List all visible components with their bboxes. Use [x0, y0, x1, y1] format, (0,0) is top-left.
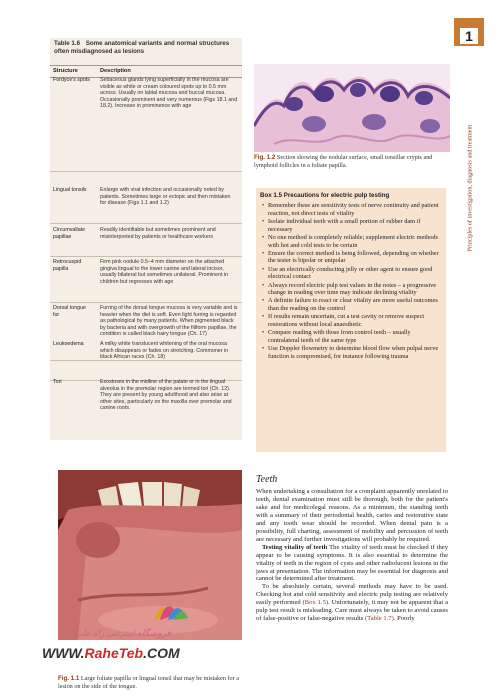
paragraph — [256, 583, 448, 623]
paragraph-text: To be absolutely certain, several methods may have to be used. Checking hot and cold sensitivity and electric pulp testing are relatively easily performed — [256, 583, 448, 607]
cross-reference: (Box 1.5) — [302, 599, 329, 607]
cell-structure: Circumvallate papillae — [53, 227, 86, 240]
micrograph-image — [254, 64, 450, 152]
cell-description: Exostoses in the midline of the palate or in the lingual alveolus in the premolar region are termed tori (Ch. 12). They are present by young adulthood and also arise at other sites, particularly on the maxilla over premolar and canine roots. — [100, 379, 232, 412]
section-heading: Teeth — [256, 474, 278, 485]
figure-1-2-caption — [254, 154, 450, 169]
caption-text: Section showing the nodular surface, small tonsillar crypts and lymphoid follicles in a foliate papilla. — [254, 154, 433, 169]
list-item: • Use Doppler flowmetry to determine blood flow when pulpal nerve function is compromised, for instance following trauma — [262, 345, 442, 360]
list-item: • Isolate individual teeth with a small portion of rubber dam if necessary — [262, 218, 442, 233]
cell-description: Readily identifiable but sometimes prominent and misinterpreted by patients or healthcare workers — [100, 227, 216, 240]
cell-structure: Retrocuspid papilla — [53, 259, 82, 272]
cell-description: Firm pink nodule 0.5–4 mm diameter on the attached gingiva lingual to the lower canine and lateral incisor, usually bilateral but sometimes unilateral. Prominent in children but regresses with age — [100, 259, 229, 285]
list-item: • Use an electrically conducting jelly or other agent to ensure good electrical contact — [262, 266, 442, 281]
watermark-persian-text: فروشگاه اینترنتی راه طب — [74, 628, 171, 638]
cell-description: Sebaceous glands lying superficially in the mucosa are visible as white or cream coloured spots up to 0.5 mm across. Usually on labial mucosa and buccal mucosa. Occasionally prominent and very numerous (Figs 18.1 and 18.2). Increase in prominence with age — [100, 77, 238, 110]
table-1-6 — [50, 38, 242, 440]
col-structure: Structure — [53, 68, 78, 74]
box-title: Box 1.5 Precautions for electric pulp testing — [260, 192, 390, 199]
list-item: • If results remain uncertain, cut a test cavity or remove suspect restorations without local anaesthetic — [262, 313, 442, 328]
table-row — [50, 340, 242, 381]
cell-description: Enlarge with viral infection and occasionally noted by patients. Sometimes large or ectopic and then mistaken for disease (Figs 1.1 and 1.2) — [100, 187, 231, 207]
cell-structure: Dorsal tongue fur — [53, 305, 86, 318]
cell-description: Furring of the dorsal tongue mucosa is very variable and is heavier when the diet is soft. Even light furring is regarded as pathological by many patients. When pigmented black by bacteria and with overgrowth of the filiform papillae, the condition is called black hairy tongue (Ch. 17) — [100, 305, 238, 338]
watermark-logo — [150, 600, 190, 622]
paragraph-text: . Unfortunately, it may not be apparent that a pulp test result is misleading. Care must always be taken to avoid causes of false-positive or false-negative results — [256, 599, 449, 623]
chapter-number: 1 — [460, 28, 478, 44]
list-item: • Ensure the correct method is being followed, depending on whether the tester is bipolar or unipolar — [262, 250, 442, 265]
table-title-text: Some anatomical variants and normal structures often misdiagnosed as lesions — [54, 40, 230, 55]
table-row — [50, 226, 242, 257]
watermark-url — [42, 645, 217, 661]
paragraph-text: . Poorly — [393, 615, 415, 623]
paragraph: When undertaking a consultation for a complaint apparently unrelated to teeth, dental examination must still be thorough, both for the patient's sake and for medicolegal reasons. As a minimum, the standing teeth with a summary of their periodontal health, caries and restorative state and any tooth wear should be recorded. When dental pain is a possibility, full charting, assessment of mobility and percussion of teeth are necessary and further investigations will probably be required. — [256, 488, 448, 543]
section-body — [256, 488, 448, 623]
list-item: • A definite failure to react or clear vitality are more useful outcomes than the reading on the control — [262, 297, 442, 312]
subheading: Testing vitality of teeth — [262, 543, 328, 551]
url-brand: RaheTeb — [84, 645, 144, 661]
url-suffix: .COM — [143, 645, 180, 661]
table-row — [50, 378, 242, 438]
table-number: Table 1.6 — [54, 40, 81, 47]
table-row — [50, 186, 242, 224]
col-description: Description — [100, 68, 131, 74]
cell-structure: Fordyce's spots — [53, 77, 90, 83]
cell-structure: Tori — [53, 379, 62, 385]
box-1-5 — [256, 188, 446, 452]
caption-text: Large foliate papilla or lingual tonsil that may be mistaken for a lesion on the side of the tongue. — [58, 675, 240, 690]
cell-structure: Leukoedema — [53, 341, 84, 347]
box-list — [262, 202, 442, 361]
cross-reference: (Table 1.7) — [364, 615, 394, 623]
running-title — [462, 55, 476, 255]
url-prefix: WWW. — [42, 645, 85, 661]
paragraph-text: The vitality of teeth must be checked if they appear to be causing symptoms. It is also essential to determine the vitality of teeth in the region of cysts and other radiolucent lesions in the jaws at presentation. The information may be essential for diagnosis and cannot be determined after treatment. — [256, 543, 448, 583]
cell-structure: Lingual tonsils — [53, 187, 87, 193]
list-item: • Remember these are sensitivity tests of nerve continuity and patient reaction, not direct tests of vitality — [262, 202, 442, 217]
running-title-text: Principles of investigation, diagnosis and treatment — [466, 124, 474, 252]
figure-label: Fig. 1.2 — [254, 154, 276, 161]
table-title — [54, 40, 240, 56]
paragraph — [256, 544, 448, 584]
cell-description: A milky white translucent whitening of the oral mucosa which disappears or fades on stretching. Commoner in black African races (Ch. 18) — [100, 341, 229, 361]
figure-label: Fig. 1.1 — [58, 675, 80, 682]
list-item: • Always record electric pulp test values in the notes – a progressive change in reading over time may indicate declining vitality — [262, 282, 442, 297]
list-item: • No one method is completely reliable; supplement electric methods with hot and cold tests to be certain — [262, 234, 442, 249]
figure-1-1-caption — [58, 675, 248, 690]
table-row — [50, 258, 242, 303]
table-row — [50, 76, 242, 172]
list-item: • Compare reading with those from control teeth – usually contralateral teeth of the same type — [262, 329, 442, 344]
